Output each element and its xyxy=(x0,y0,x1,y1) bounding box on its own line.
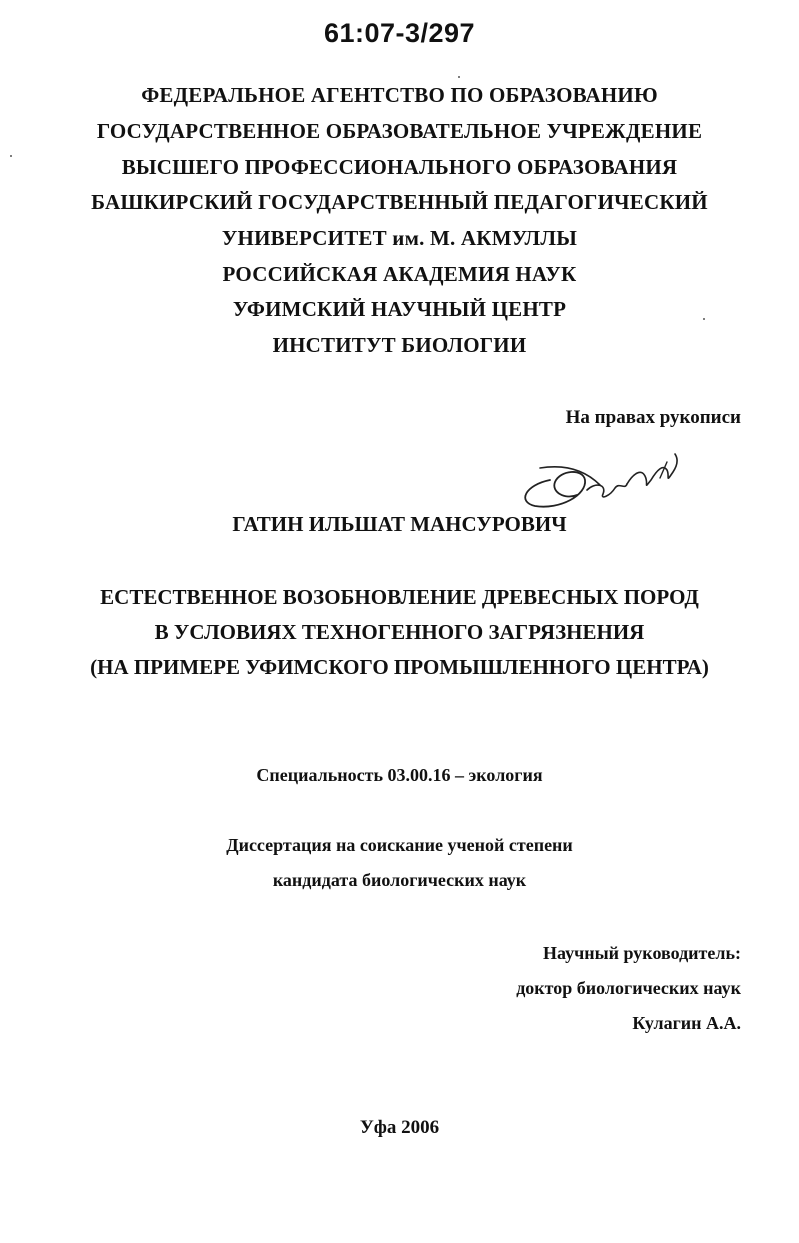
supervisor-degree: доктор биологических наук xyxy=(516,978,741,998)
specialty: Специальность 03.00.16 – экология xyxy=(256,765,543,785)
city-year: Уфа 2006 xyxy=(359,1117,440,1138)
author-name: ГАТИН ИЛЬШАТ МАНСУРОВИЧ xyxy=(232,512,567,536)
header-line-university-name: УНИВЕРСИТЕТ им. М. АКМУЛЛЫ xyxy=(221,226,578,250)
header-line-academy: РОССИЙСКАЯ АКАДЕМИЯ НАУК xyxy=(222,262,577,286)
header-line-agency: ФЕДЕРАЛЬНОЕ АГЕНТСТВО ПО ОБРАЗОВАНИЮ xyxy=(141,83,658,107)
scan-speck xyxy=(458,76,460,78)
header-line-institute: ИНСТИТУТ БИОЛОГИИ xyxy=(272,333,527,357)
archive-stamp-number: 61:07-3/297 xyxy=(323,18,476,48)
rights-note: На правах рукописи xyxy=(565,407,741,428)
header-line-university: БАШКИРСКИЙ ГОСУДАРСТВЕННЫЙ ПЕДАГОГИЧЕСКИЙ xyxy=(91,190,708,214)
header-line-science-center: УФИМСКИЙ НАУЧНЫЙ ЦЕНТР xyxy=(232,297,567,321)
supervisor-label: Научный руководитель: xyxy=(543,943,741,963)
dissertation-line-1: Диссертация на соискание ученой степени xyxy=(226,835,573,855)
handwritten-signature xyxy=(515,440,685,520)
supervisor-name: Кулагин А.А. xyxy=(632,1013,741,1033)
scan-speck xyxy=(703,318,705,320)
title-line-2: В УСЛОВИЯХ ТЕХНОГЕННОГО ЗАГРЯЗНЕНИЯ xyxy=(154,620,645,644)
header-line-institution-type: ГОСУДАРСТВЕННОЕ ОБРАЗОВАТЕЛЬНОЕ УЧРЕЖДЕНИЕ xyxy=(96,119,703,143)
header-line-education-level: ВЫСШЕГО ПРОФЕССИОНАЛЬНОГО ОБРАЗОВАНИЯ xyxy=(121,155,678,179)
title-line-1: ЕСТЕСТВЕННОЕ ВОЗОБНОВЛЕНИЕ ДРЕВЕСНЫХ ПОРОД xyxy=(100,585,699,609)
dissertation-line-2: кандидата биологических наук xyxy=(272,870,527,890)
title-line-3: (НА ПРИМЕРЕ УФИМСКОГО ПРОМЫШЛЕННОГО ЦЕНТРА) xyxy=(90,655,709,679)
scan-speck xyxy=(10,155,12,157)
